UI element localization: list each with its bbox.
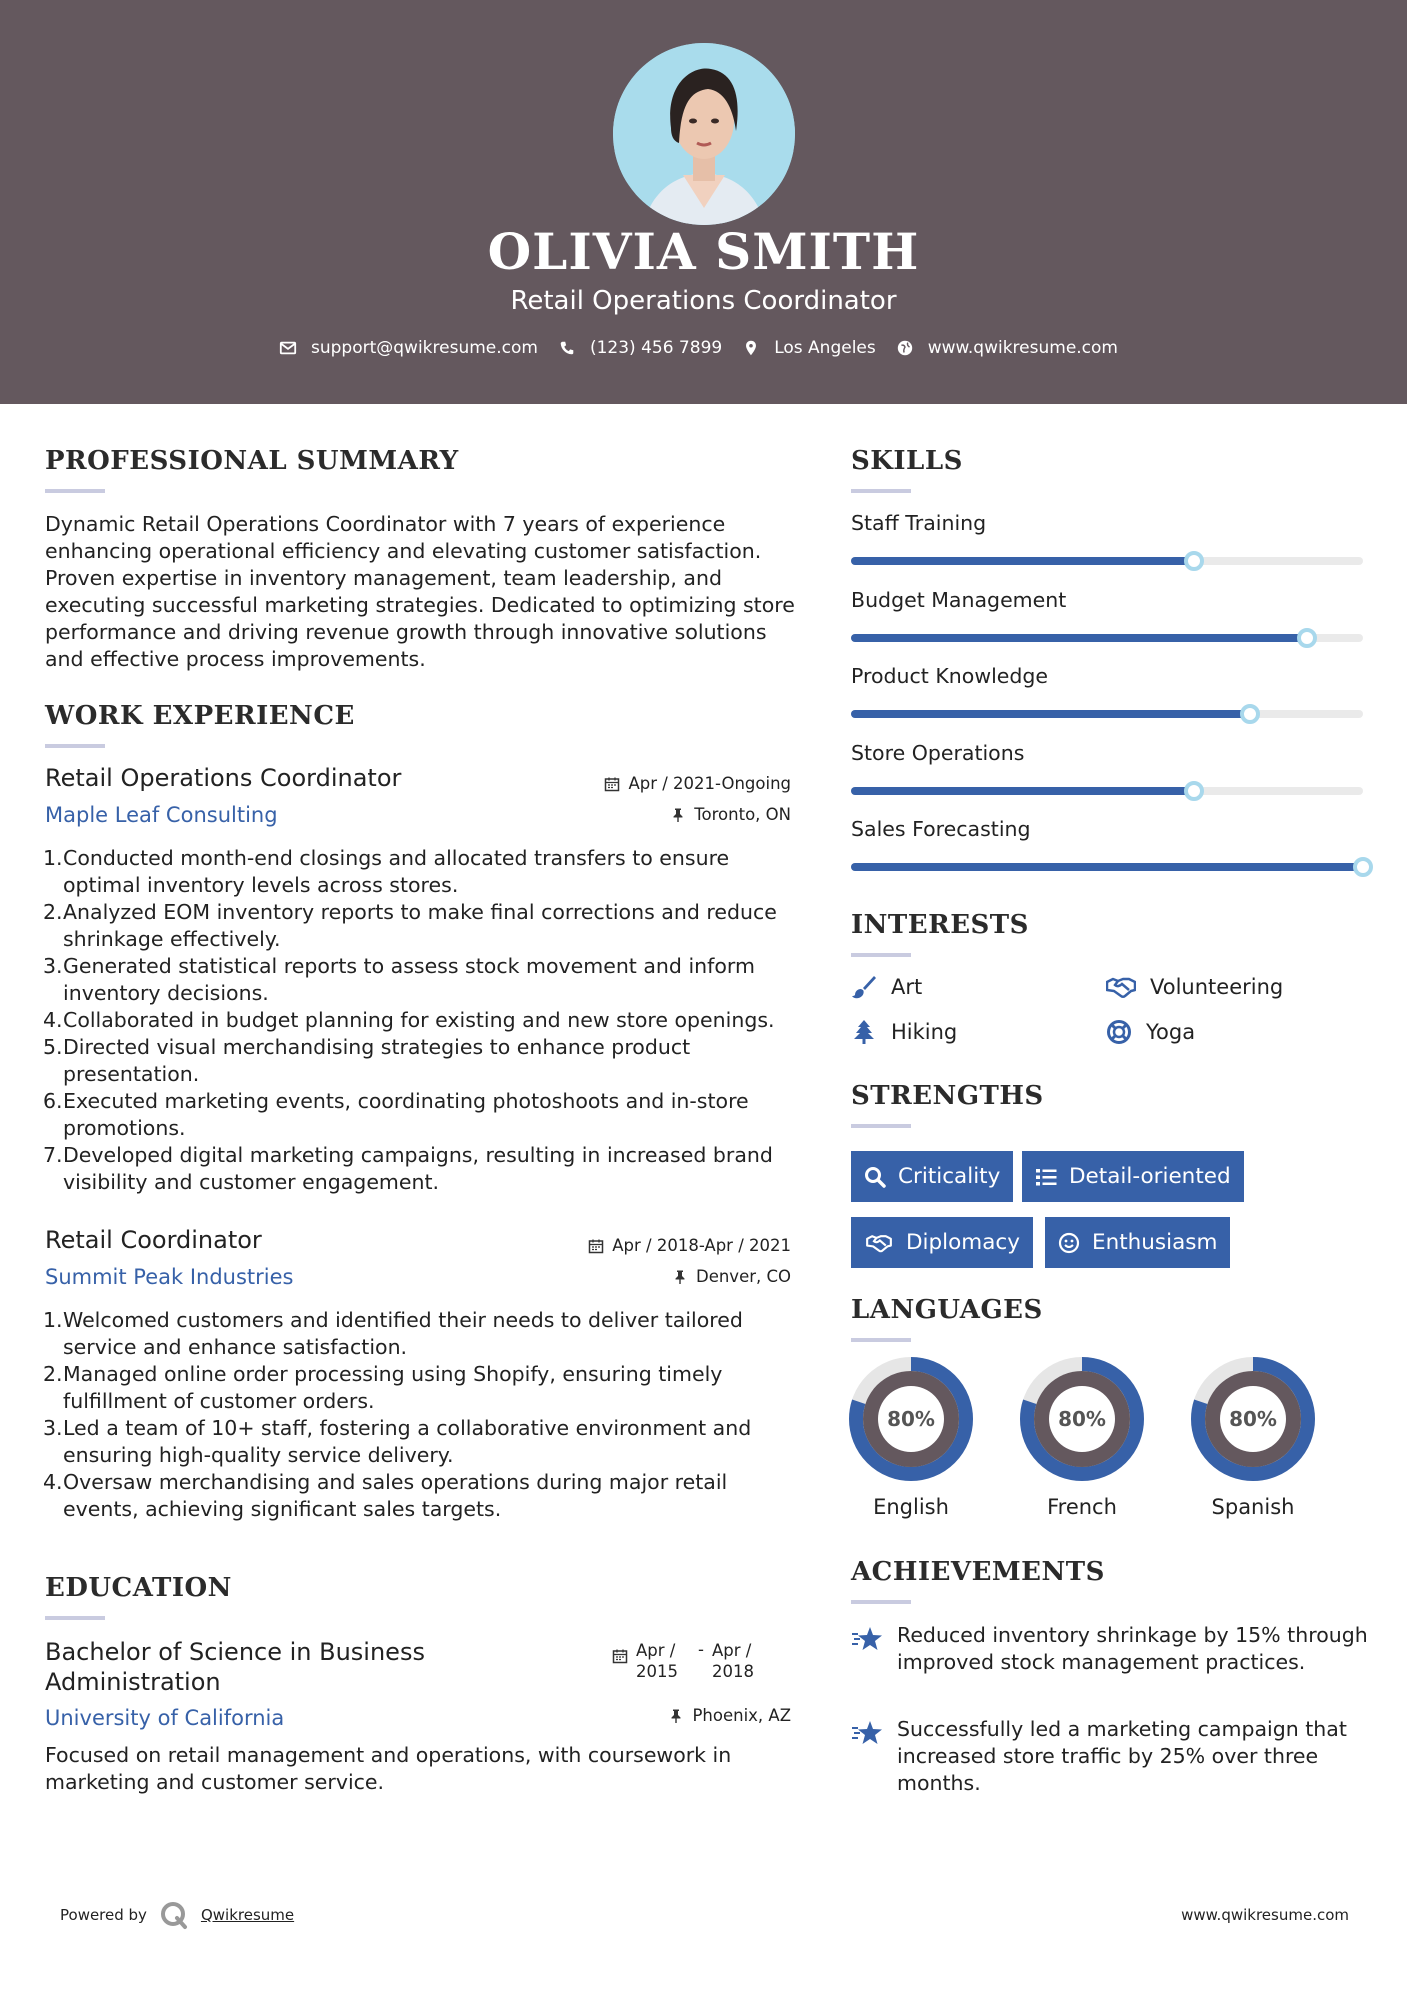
skill-label: Store Operations: [851, 740, 1025, 765]
pushpin-icon: [672, 1269, 688, 1285]
skill-level-knob: [1297, 628, 1317, 648]
language-item: [1191, 1357, 1315, 1519]
star-icon: [851, 1622, 883, 1654]
strength-label: Criticality: [898, 1164, 1001, 1189]
job-duties: [45, 845, 805, 1196]
skills-heading: SKILLS: [851, 446, 963, 476]
skill-level-knob: [1240, 704, 1260, 724]
skill-label: Staff Training: [851, 511, 987, 535]
list-item: Managed online order processing using Shopify, ensuring timely fulfillment of customer orders.: [63, 1362, 723, 1413]
language-name: French: [1047, 1495, 1117, 1519]
contact-website[interactable]: [896, 338, 1118, 358]
job-location-text: Toronto, ON: [694, 805, 791, 824]
pushpin-icon: [668, 1708, 684, 1724]
achievement-text: Successfully led a marketing campaign that increased store traffic by 25% over three months.: [897, 1717, 1347, 1795]
strength-label: Detail-oriented: [1069, 1164, 1231, 1189]
language-name: English: [873, 1495, 949, 1519]
date-separator: -: [698, 1640, 704, 1659]
language-item: [849, 1357, 973, 1519]
education-start-date: Apr / 2015: [636, 1641, 678, 1681]
skill-label: Product Knowledge: [851, 664, 1049, 688]
achievement-text: Reduced inventory shrinkage by 15% through improved stock management practices.: [897, 1623, 1368, 1674]
strengths-rule: [851, 1124, 911, 1128]
language-donut: [1191, 1357, 1315, 1481]
interests-rule: [851, 953, 911, 957]
skills-rule: [851, 489, 911, 493]
language-name: Spanish: [1211, 1495, 1295, 1519]
globe-icon: [896, 339, 914, 357]
strength-label: Enthusiasm: [1092, 1230, 1218, 1255]
brush-icon: [851, 974, 877, 1000]
handshake-icon: [1106, 974, 1136, 1000]
strength-tag-criticality: [851, 1151, 1013, 1202]
strength-tag-enthusiasm: [1045, 1217, 1230, 1268]
lifebuoy-icon: [1106, 1019, 1132, 1045]
list-item: Directed visual merchandising strategies to enhance product presentation.: [63, 1035, 691, 1086]
skill-bar: [851, 710, 1363, 718]
education-heading: EDUCATION: [45, 1573, 232, 1603]
skill-bar-fill: [851, 710, 1250, 718]
interest-art: [851, 974, 922, 1000]
qwikresume-logo-icon: [159, 1900, 189, 1930]
interest-volunteering: [1106, 974, 1283, 1000]
location-text: Los Angeles: [774, 338, 876, 358]
education-rule: [45, 1616, 105, 1620]
website-text: www.qwikresume.com: [927, 338, 1118, 358]
job-dates-text: Apr / 2021-Ongoing: [628, 774, 791, 793]
language-item: [1020, 1357, 1144, 1519]
candidate-name: OLIVIA SMITH: [487, 222, 920, 281]
skill-bar-fill: [851, 863, 1363, 871]
list-icon: [1035, 1166, 1057, 1188]
envelope-icon: [279, 339, 297, 357]
map-pin-icon: [742, 339, 760, 357]
strength-tag-diplomacy: [851, 1217, 1033, 1268]
powered-by-text: Powered by: [60, 1906, 147, 1924]
list-item: Conducted month-end closings and allocated transfers to ensure optimal inventory levels across stores.: [63, 846, 730, 897]
strength-tag-detail-oriented: [1022, 1151, 1244, 1202]
interests-heading: INTERESTS: [851, 910, 1029, 940]
skill-level-knob: [1184, 781, 1204, 801]
language-percent: 80%: [1058, 1407, 1106, 1431]
profile-photo: [613, 43, 795, 225]
language-percent: 80%: [887, 1407, 935, 1431]
language-donut: [1020, 1357, 1144, 1481]
list-item: Welcomed customers and identified their needs to deliver tailored service and enhance satisfaction.: [63, 1308, 743, 1359]
experience-rule: [45, 744, 105, 748]
interest-label: Yoga: [1146, 1020, 1196, 1044]
education-location-text: Phoenix, AZ: [692, 1706, 791, 1725]
resume-header: [0, 0, 1407, 404]
phone-icon: [558, 339, 576, 357]
email-text: support@qwikresume.com: [311, 338, 538, 358]
job-dates-text: Apr / 2018-Apr / 2021: [612, 1236, 791, 1255]
list-item: Analyzed EOM inventory reports to make final corrections and reduce shrinkage effectively.: [63, 900, 777, 951]
interest-label: Volunteering: [1150, 975, 1284, 999]
job-dates: [604, 774, 791, 793]
contact-phone[interactable]: [558, 338, 722, 358]
summary-text: Dynamic Retail Operations Coordinator with 7 years of experience enhancing operational efficiency and elevating customer satisfaction. Proven expertise in inventory management, team leadership, and executing successful marketing strategies. Dedicated to optimizing store performance and driving revenue growth through innovative solutions and effective process improvements.: [45, 512, 795, 671]
skill-bar: [851, 557, 1363, 565]
list-item: Led a team of 10+ staff, fostering a collaborative environment and ensuring high-quality service delivery.: [63, 1416, 752, 1467]
experience-heading: WORK EXPERIENCE: [45, 701, 355, 731]
job-title: Retail Coordinator: [45, 1226, 262, 1254]
skill-level-knob: [1184, 551, 1204, 571]
list-item: Oversaw merchandising and sales operations during major retail events, achieving significant sales targets.: [63, 1470, 728, 1521]
skill-bar: [851, 787, 1363, 795]
calendar-icon: [612, 1648, 628, 1664]
language-donut: [849, 1357, 973, 1481]
phone-text: (123) 456 7899: [589, 338, 723, 358]
contact-email[interactable]: [279, 338, 538, 358]
list-item: Executed marketing events, coordinating photoshoots and in-store promotions.: [63, 1089, 749, 1140]
list-item: Developed digital marketing campaigns, resulting in increased brand visibility and customer engagement.: [63, 1143, 773, 1194]
calendar-icon: [604, 776, 620, 792]
summary-heading: PROFESSIONAL SUMMARY: [45, 446, 459, 476]
skill-bar-fill: [851, 787, 1194, 795]
strengths-heading: STRENGTHS: [851, 1081, 1044, 1111]
education-description: Focused on retail management and operations, with coursework in marketing and customer service.: [45, 1743, 732, 1794]
achievement-item: [851, 1716, 1371, 1797]
company-name: Summit Peak Industries: [45, 1265, 294, 1289]
job-title: Retail Operations Coordinator: [45, 764, 402, 792]
tree-icon: [851, 1019, 877, 1045]
job-location: [670, 805, 791, 824]
profile-photo-illustration: [613, 43, 795, 225]
smile-icon: [1058, 1232, 1080, 1254]
skill-bar: [851, 634, 1363, 642]
summary-rule: [45, 489, 105, 493]
pushpin-icon: [670, 807, 686, 823]
job-location-text: Denver, CO: [695, 1267, 791, 1286]
handshake-icon: [864, 1232, 894, 1254]
footer-website[interactable]: www.qwikresume.com: [1181, 1906, 1349, 1924]
languages-rule: [851, 1338, 911, 1342]
skill-bar-fill: [851, 557, 1194, 565]
education-end-date: Apr / 2018: [711, 1641, 754, 1681]
skill-bar-fill: [851, 634, 1307, 642]
strength-label: Diplomacy: [906, 1230, 1020, 1255]
brand-link[interactable]: Qwikresume: [200, 1906, 295, 1924]
contact-location: [742, 338, 876, 358]
language-percent: 80%: [1229, 1407, 1277, 1431]
job-dates: [588, 1236, 791, 1255]
education-location: [668, 1706, 791, 1725]
footer-powered-by: [60, 1900, 294, 1930]
job-location: [672, 1267, 791, 1286]
list-item: Collaborated in budget planning for existing and new store openings.: [63, 1008, 775, 1032]
candidate-title: Retail Operations Coordinator: [510, 286, 897, 316]
school-name: University of California: [45, 1706, 285, 1730]
degree-title: Bachelor of Science in Business Administration: [45, 1638, 425, 1696]
achievements-heading: ACHIEVEMENTS: [851, 1557, 1105, 1587]
company-name: Maple Leaf Consulting: [45, 803, 278, 827]
skill-label: Sales Forecasting: [851, 817, 1031, 841]
list-item: Generated statistical reports to assess stock movement and inform inventory decisions.: [63, 954, 755, 1005]
languages-heading: LANGUAGES: [851, 1295, 1043, 1325]
education-dates: [612, 1640, 760, 1682]
search-icon: [864, 1166, 886, 1188]
skill-level-knob: [1353, 857, 1373, 877]
skill-bar: [851, 863, 1363, 871]
interest-hiking: [851, 1019, 957, 1045]
interest-yoga: [1106, 1019, 1195, 1045]
interest-label: Art: [891, 975, 923, 999]
achievements-rule: [851, 1600, 911, 1604]
interest-label: Hiking: [891, 1020, 958, 1044]
skill-label: Budget Management: [851, 587, 1067, 612]
star-icon: [851, 1716, 883, 1748]
job-duties: [45, 1307, 785, 1523]
contact-bar: [0, 338, 1407, 358]
calendar-icon: [588, 1238, 604, 1254]
achievement-item: [851, 1622, 1371, 1676]
